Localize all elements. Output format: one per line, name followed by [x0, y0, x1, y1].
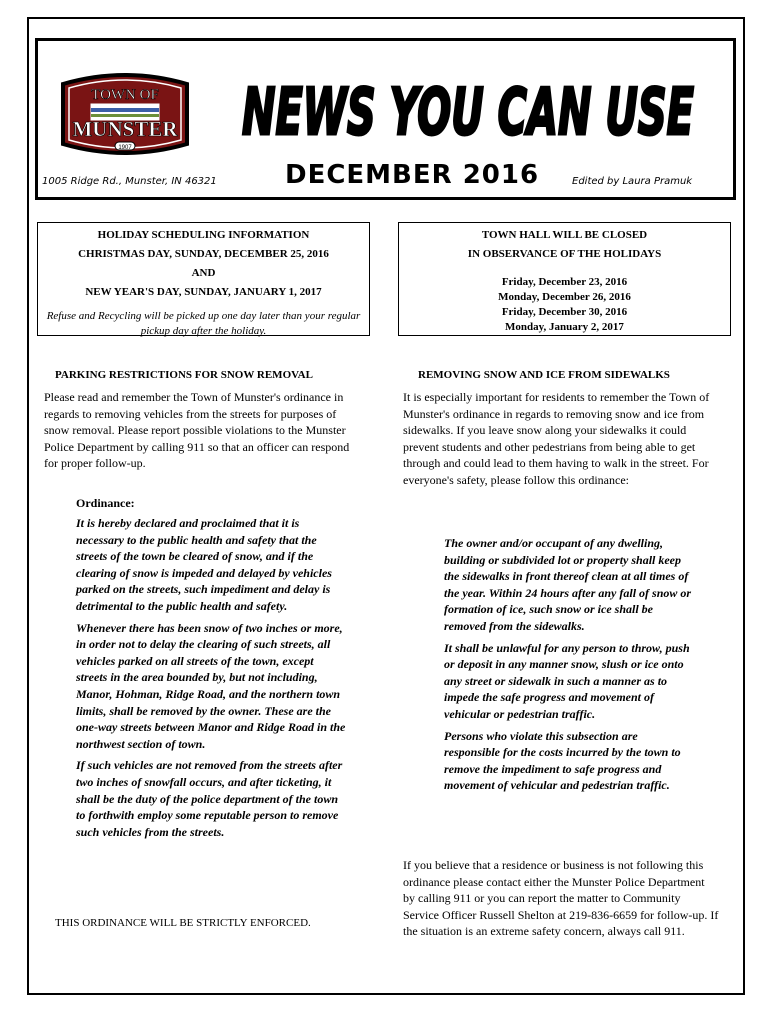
enforcement-notice: THIS ORDINANCE WILL BE STRICTLY ENFORCED.	[55, 917, 311, 929]
closed-heading-1: TOWN HALL WILL BE CLOSED	[481, 229, 648, 241]
title-text: NEWS YOU CAN USE	[242, 76, 694, 150]
town-hall-closed-box	[398, 222, 731, 336]
ordinance-paragraph: It shall be unlawful for any person to throw, push or deposit in any manner snow, slush or ice onto any street or sidewalk in such a manner as to impede the safe progress and movement of vehicular or pedestrian traffic.	[444, 640, 690, 721]
sidewalks-ordinance	[444, 535, 694, 799]
closed-dates	[399, 275, 730, 335]
parking-ordinance	[76, 515, 346, 845]
holiday-heading-2: CHRISTMAS DAY, SUNDAY, DECEMBER 25, 2016	[78, 248, 329, 260]
newsletter-title	[238, 52, 698, 152]
logo-top-text: TOWN OF	[91, 87, 159, 103]
sidewalks-closing: If you believe that a residence or business is not following this ordinance please contact either the Munster Police Department by calling 911 or you can report the matter to Community Service Officer Russell Shelton at 219-836-6659 for follow-up. If the situation is an extreme safety concern, always call 911.	[403, 858, 719, 938]
sidewalks-intro: It is especially important for residents to remember the Town of Munster's ordinance in regards to removing snow and ice from sidewalks. If you leave snow along your sidewalks it could prevent students and other pedestrians from being able to get through and could lead to them having to walk in the street. For everyone's safety, please follow this ordinance:	[403, 390, 710, 487]
ordinance-paragraph: It is hereby declared and proclaimed that it is necessary to the public health and safety that the streets of the town be cleared of snow, and if the clearing of snow is impeded and delayed by vehicles parked on the streets, such impediment and delay is detrimental to the public health and safety.	[76, 516, 332, 613]
closed-date: Friday, December 30, 2016	[501, 306, 628, 318]
ordinance-paragraph: The owner and/or occupant of any dwelling, building or subdivided lot or property shall keep the sidewalks in front thereof clean at all times of the year. Within 24 hours after any fall of snow or formation of ice, such snow or ice shall be removed from the sidewalks.	[444, 536, 692, 633]
ordinance-label: Ordinance:	[76, 496, 135, 510]
holiday-heading-1: HOLIDAY SCHEDULING INFORMATION	[97, 229, 310, 241]
closed-date: Monday, January 2, 2017	[505, 321, 624, 333]
address: 1005 Ridge Rd., Munster, IN 46321	[42, 176, 217, 187]
pickup-note: Refuse and Recycling will be picked up one day later than your regular pickup day after the holiday.	[46, 310, 361, 337]
editor-credit: Edited by Laura Pramuk	[572, 176, 693, 187]
ordinance-paragraph: Whenever there has been snow of two inches or more, in order not to delay the clearing of such streets, all vehicles parked on all streets of the town, except streets in the area bounded by, but not including, Manor, Hohman, Ridge Road, and the northern town limits, shall be removed by the owner. These are the one-way streets between Manor and Ridge Road in the northwest section of town.	[76, 620, 346, 751]
closed-date: Monday, December 26, 2016	[498, 291, 631, 303]
holiday-heading-3: AND	[191, 267, 216, 279]
parking-heading: PARKING RESTRICTIONS FOR SNOW REMOVAL	[55, 369, 313, 381]
town-logo	[55, 70, 195, 158]
logo-bottom-text: MUNSTER	[72, 117, 178, 141]
title-outline: NEWS YOU CAN USE	[242, 76, 694, 150]
logo-badge: 1907	[118, 145, 132, 151]
edition-date: DECEMBER 2016	[285, 160, 540, 190]
closed-heading-2: IN OBSERVANCE OF THE HOLIDAYS	[467, 248, 662, 260]
parking-intro: Please read and remember the Town of Munster's ordinance in regards to removing vehicles from the streets for purposes of snow removal. Please report possible violations to the Munster Police Department by calling 911 so that an officer can respond for proper follow-up.	[44, 390, 350, 470]
ordinance-paragraph: If such vehicles are not removed from the streets after two inches of snowfall occurs, and after ticketing, it shall be the duty of the police department of the town to forthwith employ some reputable person to remove such vehicles from the streets.	[76, 758, 343, 839]
ordinance-paragraph: Persons who violate this subsection are responsible for the costs incurred by the town to remove the impediment to safe progress and movement of vehicular and pedestrian traffic.	[444, 728, 681, 793]
closed-date: Friday, December 23, 2016	[501, 276, 628, 288]
sidewalks-heading: REMOVING SNOW AND ICE FROM SIDEWALKS	[418, 369, 670, 381]
holiday-scheduling-box	[37, 222, 370, 336]
holiday-heading-4: NEW YEAR'S DAY, SUNDAY, JANUARY 1, 2017	[85, 286, 322, 298]
